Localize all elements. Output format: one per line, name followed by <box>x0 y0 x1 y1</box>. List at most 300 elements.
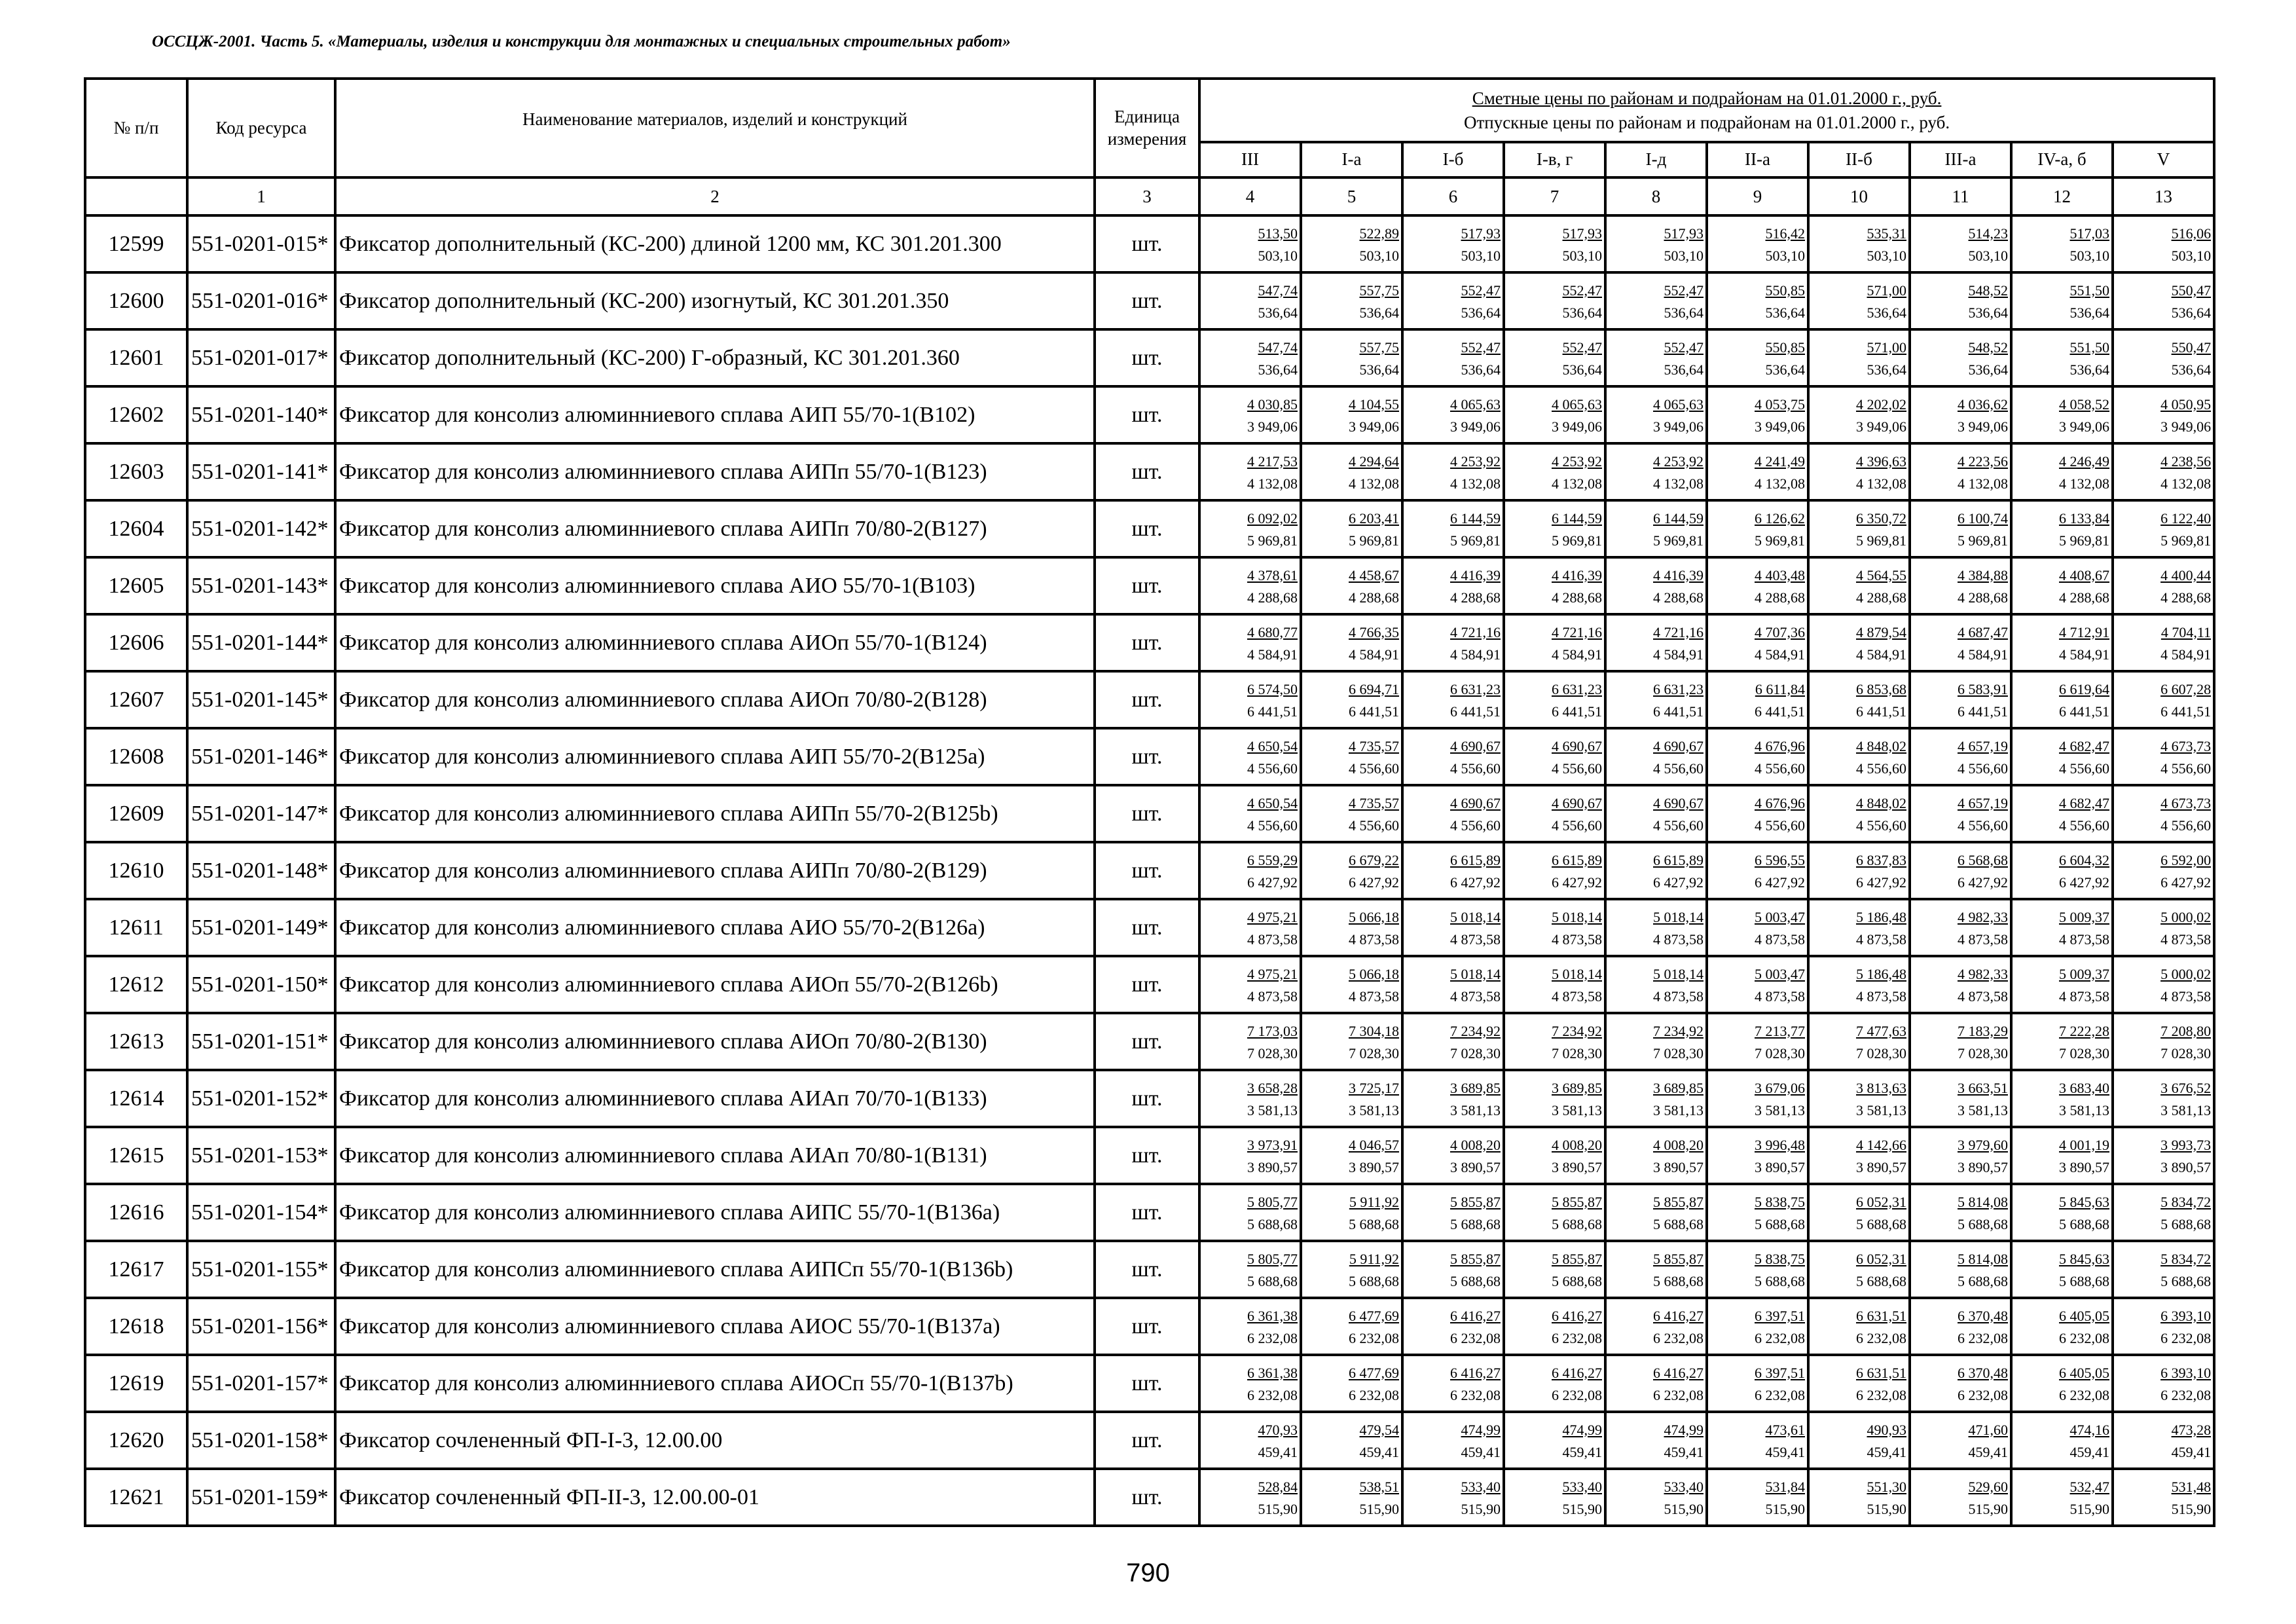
price-cell <box>1402 671 1504 728</box>
price-cell <box>1301 1127 1402 1184</box>
table-row <box>85 329 2214 386</box>
price-cell <box>1301 386 1402 443</box>
price-cell <box>2011 785 2113 842</box>
price-cell <box>1910 899 2011 956</box>
region-header: I-а <box>1301 142 1402 177</box>
estimate-price: 522,89 <box>1359 225 1399 242</box>
price-cell <box>1402 1469 1504 1526</box>
column-number: 10 <box>1808 177 1910 215</box>
price-cell <box>1707 614 1808 671</box>
price-cell <box>1707 1355 1808 1412</box>
release-price: 4 132,08 <box>1552 475 1602 492</box>
release-price: 5 688,68 <box>1349 1215 1399 1232</box>
table-row <box>85 785 2214 842</box>
release-price: 4 873,58 <box>1856 987 1906 1005</box>
release-price: 6 427,92 <box>1247 874 1298 891</box>
price-cell <box>1808 785 1910 842</box>
price-cell <box>2113 614 2214 671</box>
column-number: 4 <box>1199 177 1301 215</box>
price-cell <box>1808 1355 1910 1412</box>
release-price: 515,90 <box>1968 1500 2008 1517</box>
resource-code: 551-0201-158* <box>187 1412 335 1469</box>
price-cell <box>1301 1298 1402 1355</box>
release-price: 4 584,91 <box>1247 646 1298 663</box>
release-price: 6 232,08 <box>1349 1329 1399 1346</box>
price-cell <box>1199 386 1301 443</box>
estimate-price: 4 142,66 <box>1856 1136 1906 1153</box>
estimate-price: 4 650,54 <box>1247 737 1298 754</box>
price-cell <box>1199 614 1301 671</box>
release-price: 4 873,58 <box>1552 987 1602 1005</box>
price-cell <box>1808 1127 1910 1184</box>
release-price: 4 873,58 <box>2160 931 2212 948</box>
estimate-price: 6 405,05 <box>2059 1307 2109 1324</box>
unit-cell: шт. <box>1095 215 1199 272</box>
price-cell <box>1707 1127 1808 1184</box>
estimate-price: 517,93 <box>1562 225 1602 242</box>
estimate-price: 4 384,88 <box>1958 566 2008 583</box>
table-row <box>85 215 2214 272</box>
estimate-price: 4 735,57 <box>1349 794 1399 811</box>
estimate-price: 5 814,08 <box>1958 1250 2008 1267</box>
price-cell <box>1402 1070 1504 1127</box>
price-cell <box>2113 329 2214 386</box>
estimate-price: 6 361,38 <box>1247 1364 1298 1381</box>
price-cell <box>1301 785 1402 842</box>
estimate-price: 4 238,56 <box>2160 452 2212 470</box>
header-no: № п/п <box>85 79 187 177</box>
price-cell <box>1504 1127 1605 1184</box>
estimate-price: 6 405,05 <box>2059 1364 2109 1381</box>
release-price: 3 949,06 <box>2160 418 2212 435</box>
release-price: 5 688,68 <box>1653 1272 1704 1289</box>
price-cell <box>2011 956 2113 1013</box>
release-price: 7 028,30 <box>1552 1044 1602 1061</box>
price-cell <box>1402 215 1504 272</box>
price-cell <box>1402 1127 1504 1184</box>
price-cell <box>1707 1298 1808 1355</box>
price-cell <box>1199 899 1301 956</box>
price-cell <box>2011 1241 2113 1298</box>
estimate-price: 513,50 <box>1258 225 1298 242</box>
release-price: 4 556,60 <box>2059 760 2109 777</box>
estimate-price: 5 066,18 <box>1349 965 1399 982</box>
price-cell <box>1707 557 1808 614</box>
price-cell <box>1605 1355 1707 1412</box>
estimate-price: 5 838,75 <box>1755 1193 1805 1210</box>
row-number: 12604 <box>85 500 187 557</box>
price-cell <box>1707 215 1808 272</box>
estimate-price: 6 416,27 <box>1450 1364 1501 1381</box>
release-price: 4 556,60 <box>1247 817 1298 834</box>
row-number: 12599 <box>85 215 187 272</box>
estimate-price: 6 679,22 <box>1349 851 1399 868</box>
price-cell <box>1910 1184 2011 1241</box>
release-price: 4 873,58 <box>1755 987 1805 1005</box>
price-cell <box>1504 1355 1605 1412</box>
table-row <box>85 386 2214 443</box>
release-price: 4 556,60 <box>1450 817 1501 834</box>
estimate-price: 4 050,95 <box>2160 396 2212 413</box>
price-cell <box>1504 1241 1605 1298</box>
release-price: 5 969,81 <box>1552 532 1602 549</box>
release-price: 6 232,08 <box>2059 1329 2109 1346</box>
price-cell <box>1402 272 1504 329</box>
estimate-price: 4 001,19 <box>2059 1136 2109 1153</box>
release-price: 4 584,91 <box>1552 646 1602 663</box>
estimate-price: 6 416,27 <box>1653 1364 1704 1381</box>
price-cell <box>2011 1469 2113 1526</box>
price-cell <box>2113 1469 2214 1526</box>
material-name: Фиксатор для консолиз алюминниевого сплава АИПп 70/80-2(В127) <box>335 500 1095 557</box>
release-price: 515,90 <box>1562 1500 1602 1517</box>
release-price: 4 873,58 <box>1247 931 1298 948</box>
price-cell <box>1707 728 1808 785</box>
material-name: Фиксатор для консолиз алюминниевого сплава АИПп 70/80-2(В129) <box>335 842 1095 899</box>
release-price: 4 584,91 <box>2160 646 2212 663</box>
estimate-price: 4 680,77 <box>1247 623 1298 640</box>
estimate-price: 6 361,38 <box>1247 1307 1298 1324</box>
release-price: 536,64 <box>2171 304 2212 321</box>
header-code: Код ресурса <box>187 79 335 177</box>
estimate-price: 533,40 <box>1562 1478 1602 1495</box>
estimate-price: 6 370,48 <box>1958 1364 2008 1381</box>
price-cell <box>2011 614 2113 671</box>
estimate-price: 7 234,92 <box>1552 1022 1602 1039</box>
region-header: II-б <box>1808 142 1910 177</box>
price-cell <box>1707 1013 1808 1070</box>
estimate-price: 516,06 <box>2171 225 2212 242</box>
release-price: 6 441,51 <box>1653 703 1704 720</box>
price-cell <box>1301 215 1402 272</box>
column-number: 2 <box>335 177 1095 215</box>
price-cell <box>1910 1013 2011 1070</box>
estimate-price: 4 416,39 <box>1653 566 1704 583</box>
table-row <box>85 272 2214 329</box>
release-price: 4 873,58 <box>1653 931 1704 948</box>
material-name: Фиксатор для консолиз алюминниевого сплава АИПС 55/70-1(В136а) <box>335 1184 1095 1241</box>
estimate-price: 4 223,56 <box>1958 452 2008 470</box>
release-price: 536,64 <box>1562 304 1602 321</box>
release-price: 6 232,08 <box>2160 1386 2212 1403</box>
release-price: 3 581,13 <box>1958 1101 2008 1118</box>
column-number <box>85 177 187 215</box>
price-cell <box>1504 443 1605 500</box>
estimate-price: 474,99 <box>1664 1421 1704 1438</box>
material-name: Фиксатор для консолиз алюминниевого сплава АИОп 55/70-1(В124) <box>335 614 1095 671</box>
estimate-price: 4 065,63 <box>1653 396 1704 413</box>
estimate-price: 6 607,28 <box>2160 680 2212 697</box>
estimate-price: 6 853,68 <box>1856 680 1906 697</box>
estimate-price: 6 416,27 <box>1653 1307 1704 1324</box>
estimate-price: 4 690,67 <box>1653 794 1704 811</box>
price-cell <box>1605 1013 1707 1070</box>
release-price: 4 873,58 <box>1552 931 1602 948</box>
release-price: 3 949,06 <box>1755 418 1805 435</box>
material-name: Фиксатор для консолиз алюминниевого сплава АИОп 70/80-2(В128) <box>335 671 1095 728</box>
release-price: 3 949,06 <box>2059 418 2109 435</box>
price-cell <box>1402 728 1504 785</box>
estimate-price: 4 657,19 <box>1958 737 2008 754</box>
price-cell <box>1402 1355 1504 1412</box>
release-price: 536,64 <box>2069 304 2109 321</box>
estimate-price: 4 403,48 <box>1755 566 1805 583</box>
price-cell <box>1808 329 1910 386</box>
material-name: Фиксатор для консолиз алюминниевого сплава АИОС 55/70-1(В137а) <box>335 1298 1095 1355</box>
release-price: 6 232,08 <box>1450 1329 1501 1346</box>
material-name: Фиксатор для консолиз алюминниевого сплава АИО 55/70-2(В126а) <box>335 899 1095 956</box>
estimate-price: 5 834,72 <box>2160 1250 2212 1267</box>
region-header: V <box>2113 142 2214 177</box>
price-cell <box>1605 329 1707 386</box>
unit-cell: шт. <box>1095 443 1199 500</box>
estimate-price: 6 052,31 <box>1856 1250 1906 1267</box>
price-cell <box>1504 1070 1605 1127</box>
column-number: 12 <box>2011 177 2113 215</box>
release-price: 536,64 <box>1867 361 1906 378</box>
release-price: 4 288,68 <box>2160 589 2212 606</box>
price-cell <box>1301 1469 1402 1526</box>
release-price: 459,41 <box>1765 1443 1805 1460</box>
region-header: III-а <box>1910 142 2011 177</box>
unit-cell: шт. <box>1095 1298 1199 1355</box>
price-cell <box>1301 500 1402 557</box>
release-price: 503,10 <box>1258 247 1298 264</box>
material-name: Фиксатор для консолиз алюминниевого сплава АИАп 70/80-1(В131) <box>335 1127 1095 1184</box>
price-cell <box>1707 1412 1808 1469</box>
price-cell <box>2113 956 2214 1013</box>
release-price: 4 556,60 <box>1755 817 1805 834</box>
estimate-price: 4 673,73 <box>2160 794 2212 811</box>
price-cell <box>1910 785 2011 842</box>
price-cell <box>1910 614 2011 671</box>
price-cell <box>2011 899 2113 956</box>
estimate-price: 3 689,85 <box>1450 1079 1501 1096</box>
material-name: Фиксатор сочлененный ФП-II-3, 12.00.00-01 <box>335 1469 1095 1526</box>
release-price: 536,64 <box>1258 361 1298 378</box>
release-price: 4 132,08 <box>1653 475 1704 492</box>
table-row <box>85 671 2214 728</box>
price-cell <box>1605 272 1707 329</box>
release-price: 5 969,81 <box>1958 532 2008 549</box>
estimate-price: 5 003,47 <box>1755 965 1805 982</box>
price-cell <box>1504 842 1605 899</box>
price-cell <box>1504 329 1605 386</box>
release-price: 536,64 <box>1664 304 1704 321</box>
price-cell <box>2011 272 2113 329</box>
release-price: 4 873,58 <box>1653 987 1704 1005</box>
price-cell <box>1402 614 1504 671</box>
price-cell <box>1605 728 1707 785</box>
price-cell <box>1605 1241 1707 1298</box>
price-cell <box>1910 1469 2011 1526</box>
release-price: 6 232,08 <box>1653 1329 1704 1346</box>
estimate-price: 550,85 <box>1765 339 1805 356</box>
price-cell <box>2011 329 2113 386</box>
price-cell <box>1402 386 1504 443</box>
estimate-price: 4 241,49 <box>1755 452 1805 470</box>
estimate-price: 571,00 <box>1867 282 1906 299</box>
price-cell <box>2113 500 2214 557</box>
release-price: 503,10 <box>2171 247 2212 264</box>
release-price: 3 949,06 <box>1247 418 1298 435</box>
release-price: 6 441,51 <box>1349 703 1399 720</box>
row-number: 12612 <box>85 956 187 1013</box>
release-price: 6 441,51 <box>1958 703 2008 720</box>
estimate-price: 3 679,06 <box>1755 1079 1805 1096</box>
estimate-price: 6 350,72 <box>1856 509 1906 526</box>
price-cell <box>2113 386 2214 443</box>
release-price: 5 688,68 <box>1653 1215 1704 1232</box>
release-price: 5 969,81 <box>1450 532 1501 549</box>
price-cell <box>2011 1355 2113 1412</box>
estimate-price: 3 996,48 <box>1755 1136 1805 1153</box>
release-price: 5 688,68 <box>2059 1272 2109 1289</box>
estimate-price: 6 615,89 <box>1552 851 1602 868</box>
price-cell <box>1199 956 1301 1013</box>
release-price: 4 873,58 <box>1349 931 1399 948</box>
price-cell <box>1301 899 1402 956</box>
material-name: Фиксатор для консолиз алюминниевого сплава АИПп 55/70-2(В125b) <box>335 785 1095 842</box>
estimate-price: 473,28 <box>2171 1421 2212 1438</box>
prices-estimate-label: Сметные цены по районам и подрайонам на 01.01.2000 г., руб. <box>1472 88 1942 109</box>
price-cell <box>1707 272 1808 329</box>
price-cell <box>1402 842 1504 899</box>
price-cell <box>1707 671 1808 728</box>
release-price: 3 581,13 <box>1349 1101 1399 1118</box>
material-name: Фиксатор для консолиз алюминниевого сплава АИАп 70/70-1(В133) <box>335 1070 1095 1127</box>
row-number: 12620 <box>85 1412 187 1469</box>
estimate-price: 548,52 <box>1968 282 2008 299</box>
estimate-price: 7 173,03 <box>1247 1022 1298 1039</box>
release-price: 5 688,68 <box>1552 1272 1602 1289</box>
estimate-price: 4 253,92 <box>1552 452 1602 470</box>
resource-code: 551-0201-144* <box>187 614 335 671</box>
release-price: 7 028,30 <box>1958 1044 2008 1061</box>
material-name: Фиксатор сочлененный ФП-I-3, 12.00.00 <box>335 1412 1095 1469</box>
release-price: 459,41 <box>1968 1443 2008 1460</box>
price-cell <box>1910 557 2011 614</box>
release-price: 515,90 <box>2069 1500 2109 1517</box>
estimate-price: 4 682,47 <box>2059 737 2109 754</box>
release-price: 4 132,08 <box>1755 475 1805 492</box>
estimate-price: 5 805,77 <box>1247 1250 1298 1267</box>
resource-code: 551-0201-154* <box>187 1184 335 1241</box>
resource-code: 551-0201-145* <box>187 671 335 728</box>
release-price: 4 584,91 <box>2059 646 2109 663</box>
estimate-price: 6 416,27 <box>1552 1364 1602 1381</box>
release-price: 536,64 <box>1765 361 1805 378</box>
release-price: 4 288,68 <box>1247 589 1298 606</box>
estimate-price: 6 619,64 <box>2059 680 2109 697</box>
estimate-price: 4 721,16 <box>1552 623 1602 640</box>
estimate-price: 528,84 <box>1258 1478 1298 1495</box>
price-cell <box>1301 1070 1402 1127</box>
region-header: I-б <box>1402 142 1504 177</box>
estimate-price: 4 008,20 <box>1552 1136 1602 1153</box>
estimate-price: 471,60 <box>1968 1421 2008 1438</box>
estimate-price: 5 018,14 <box>1552 908 1602 925</box>
price-cell <box>1402 785 1504 842</box>
price-cell <box>1301 671 1402 728</box>
resource-code: 551-0201-148* <box>187 842 335 899</box>
release-price: 4 556,60 <box>1247 760 1298 777</box>
price-cell <box>1605 956 1707 1013</box>
estimate-price: 550,47 <box>2171 282 2212 299</box>
release-price: 4 132,08 <box>1958 475 2008 492</box>
release-price: 7 028,30 <box>1653 1044 1704 1061</box>
price-cell <box>1808 1013 1910 1070</box>
release-price: 4 873,58 <box>2059 987 2109 1005</box>
price-cell <box>2011 1412 2113 1469</box>
estimate-price: 6 694,71 <box>1349 680 1399 697</box>
estimate-price: 3 663,51 <box>1958 1079 2008 1096</box>
estimate-price: 4 690,67 <box>1450 794 1501 811</box>
release-price: 459,41 <box>2069 1443 2109 1460</box>
price-cell <box>1605 1412 1707 1469</box>
release-price: 5 688,68 <box>1552 1215 1602 1232</box>
resource-code: 551-0201-015* <box>187 215 335 272</box>
release-price: 6 427,92 <box>2059 874 2109 891</box>
estimate-price: 473,61 <box>1765 1421 1805 1438</box>
price-cell <box>1707 1070 1808 1127</box>
release-price: 4 873,58 <box>1755 931 1805 948</box>
release-price: 503,10 <box>2069 247 2109 264</box>
release-price: 4 288,68 <box>1653 589 1704 606</box>
estimate-price: 6 837,83 <box>1856 851 1906 868</box>
release-price: 3 581,13 <box>1552 1101 1602 1118</box>
release-price: 4 873,58 <box>2059 931 2109 948</box>
release-price: 6 232,08 <box>1247 1386 1298 1403</box>
row-number: 12611 <box>85 899 187 956</box>
unit-cell: шт. <box>1095 329 1199 386</box>
release-price: 4 556,60 <box>1958 817 2008 834</box>
estimate-price: 5 855,87 <box>1552 1250 1602 1267</box>
price-cell <box>1808 956 1910 1013</box>
estimate-price: 7 304,18 <box>1349 1022 1399 1039</box>
estimate-price: 6 144,59 <box>1653 509 1704 526</box>
price-cell <box>1199 1184 1301 1241</box>
estimate-price: 4 848,02 <box>1856 737 1906 754</box>
release-price: 459,41 <box>1867 1443 1906 1460</box>
release-price: 4 556,60 <box>1958 760 2008 777</box>
price-cell <box>1402 1184 1504 1241</box>
estimate-price: 7 477,63 <box>1856 1022 1906 1039</box>
release-price: 503,10 <box>1562 247 1602 264</box>
release-price: 6 232,08 <box>2059 1386 2109 1403</box>
estimate-price: 552,47 <box>1461 282 1501 299</box>
column-number: 3 <box>1095 177 1199 215</box>
row-number: 12603 <box>85 443 187 500</box>
estimate-price: 6 631,23 <box>1552 680 1602 697</box>
release-price: 515,90 <box>1664 1500 1704 1517</box>
estimate-price: 517,03 <box>2069 225 2109 242</box>
price-cell <box>1910 956 2011 1013</box>
price-cell <box>2011 728 2113 785</box>
price-cell <box>1402 443 1504 500</box>
estimate-price: 557,75 <box>1359 339 1399 356</box>
price-cell <box>1910 1070 2011 1127</box>
price-cell <box>1707 443 1808 500</box>
estimate-price: 5 855,87 <box>1653 1250 1704 1267</box>
resource-code: 551-0201-140* <box>187 386 335 443</box>
table-row <box>85 728 2214 785</box>
release-price: 6 427,92 <box>1856 874 1906 891</box>
price-cell <box>1808 899 1910 956</box>
estimate-price: 4 104,55 <box>1349 396 1399 413</box>
price-cell <box>2113 215 2214 272</box>
release-price: 3 890,57 <box>1958 1158 2008 1175</box>
